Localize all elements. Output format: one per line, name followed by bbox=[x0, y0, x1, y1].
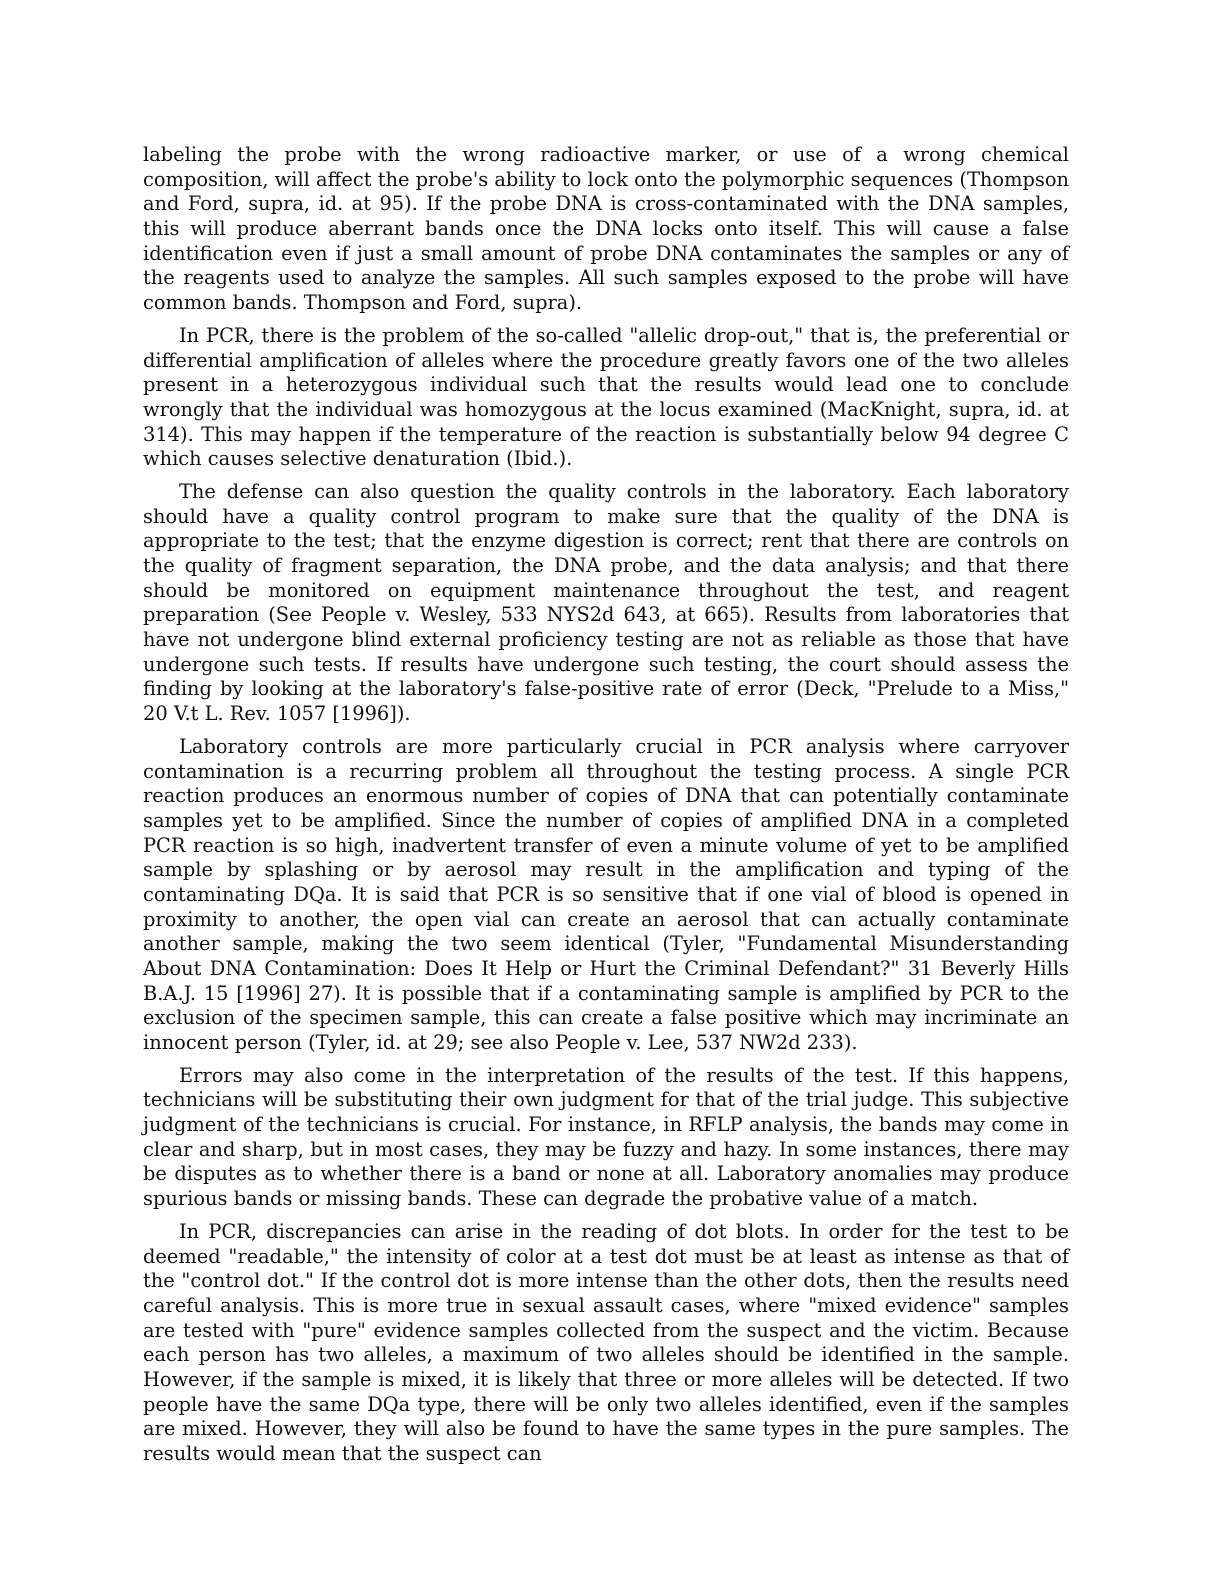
paragraph-allelic-drop-out: In PCR, there is the problem of the so-called "allelic drop-out," that is, the preferential or differential amplification of alleles where the procedure greatly favors one of the two alleles present in a heterozygous individual such that the results would lead one to conclude wrongly that the individual was homozygous at the locus examined (MacKnight, supra, id. at 314). This may happen if the temperature of the reaction is substantially below 94 degree C which causes selective denaturation (Ibid.). bbox=[143, 323, 1069, 471]
paragraph-probe-labeling: labeling the probe with the wrong radioactive marker, or use of a wrong chemical composition, will affect the probe's ability to lock onto the polymorphic sequences (Thompson and Ford, supra, id. at 95). If the probe DNA is cross-contaminated with the DNA samples, this will produce aberrant bands once the DNA locks onto itself. This will cause a false identification even if just a small amount of probe DNA contaminates the samples or any of the reagents used to analyze the samples. All such samples exposed to the probe will have common bands. Thompson and Ford, supra). bbox=[143, 143, 1069, 314]
paragraph-quality-controls: The defense can also question the quality controls in the laboratory. Each laboratory should have a quality control program to make sure that the quality of the DNA is appropriate to the test; that the enzyme digestion is correct; rent that there are controls on the quality of fragment separation, the DNA probe, and the data analysis; and that there should be monitored on equipment maintenance throughout the test, and reagent preparation (See People v. Wesley, 533 NYS2d 643, at 665). Results from laboratories that have not undergone blind external proficiency testing are not as reliable as those that have undergone such tests. If results have undergone such testing, the court should assess the finding by looking at the laboratory's false-positive rate of error (Deck, "Prelude to a Miss," 20 V.t L. Rev. 1057 [1996]). bbox=[143, 480, 1069, 726]
paragraph-laboratory-controls: Laboratory controls are more particularly crucial in PCR analysis where carryover contamination is a recurring problem all throughout the testing process. A single PCR reaction produces an enormous number of copies of DNA that can potentially contaminate samples yet to be amplified. Since the number of copies of amplified DNA in a completed PCR reaction is so high, inadvertent transfer of even a minute volume of yet to be amplified sample by splashing or by aerosol may result in the amplification and typing of the contaminating DQa. It is said that PCR is so sensitive that if one vial of blood is opened in proximity to another, the open vial can create an aerosol that can actually contaminate another sample, making the two seem identical (Tyler, "Fundamental Misunderstanding About DNA Contamination: Does It Help or Hurt the Criminal Defendant?" 31 Beverly Hills B.A.J. 15 [1996] 27). It is possible that if a contaminating sample is amplified by PCR to the exclusion of the specimen sample, this can create a false positive which may incriminate an innocent person (Tyler, id. at 29; see also People v. Lee, 537 NW2d 233). bbox=[143, 734, 1069, 1054]
paragraph-interpretation-errors: Errors may also come in the interpretation of the results of the test. If this happens, technicians will be substituting their own judgment for that of the trial judge. This subjective judgment of the technicians is crucial. For instance, in RFLP analysis, the bands may come in clear and sharp, but in most cases, they may be fuzzy and hazy. In some instances, there may be disputes as to whether there is a band or none at all. Laboratory anomalies may produce spurious bands or missing bands. These can degrade the probative value of a match. bbox=[143, 1063, 1069, 1211]
document-page bbox=[143, 143, 1069, 1475]
paragraph-dot-blots: In PCR, discrepancies can arise in the reading of dot blots. In order for the test to be deemed "readable," the intensity of color at a test dot must be at least as intense as that of the "control dot." If the control dot is more intense than the other dots, then the results need careful analysis. This is more true in sexual assault cases, where "mixed evidence" samples are tested with "pure" evidence samples collected from the suspect and the victim. Because each person has two alleles, a maximum of two alleles should be identified in the sample. However, if the sample is mixed, it is likely that three or more alleles will be detected. If two people have the same DQa type, there will be only two alleles identified, even if the samples are mixed. However, they will also be found to have the same types in the pure samples. The results would mean that the suspect can bbox=[143, 1220, 1069, 1465]
